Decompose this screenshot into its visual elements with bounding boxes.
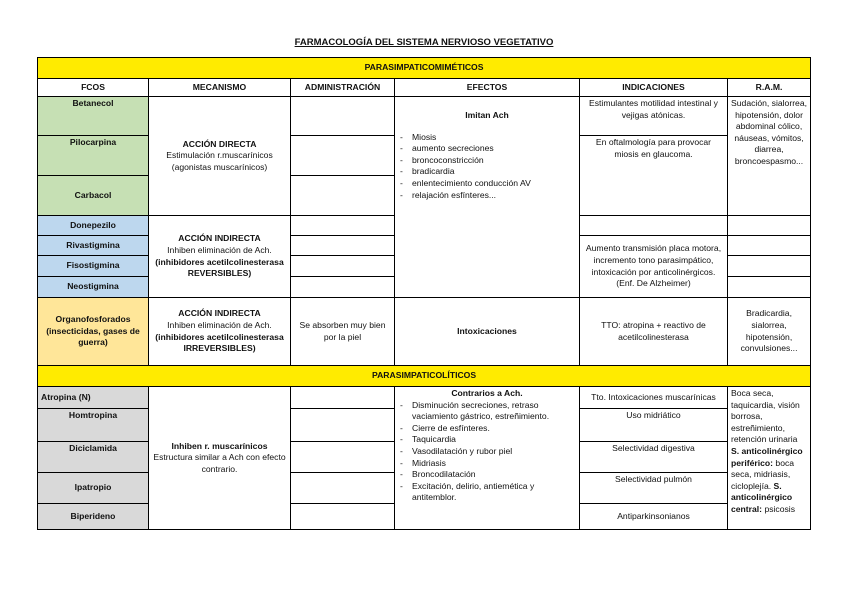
efectos-liticos-list bbox=[398, 400, 576, 504]
indicacion-indirectos-text: Aumento transmisión placa motora, incremento tono parasimpático, intoxicación por anticolinérgicos. bbox=[585, 243, 722, 277]
drug-ipatropio: Ipatropio bbox=[38, 473, 149, 504]
list-item: - Disminución secreciones, retraso vaciamiento gástrico, estreñimiento. bbox=[412, 400, 576, 423]
mecanismo-indirecta2-title: ACCIÓN INDIRECTA bbox=[178, 308, 261, 319]
mecanismo-indirecta1-title: ACCIÓN INDIRECTA bbox=[178, 233, 261, 244]
list-item: - enlentecimiento conducción AV bbox=[412, 178, 576, 190]
drug-organofosforados: Organofosforados (insecticidas, gases de guerra) bbox=[38, 298, 149, 366]
header-fcos: FCOS bbox=[38, 79, 149, 97]
list-item: - broncoconstricción bbox=[412, 155, 576, 167]
efectos-liticos bbox=[395, 387, 580, 530]
indicacion-indirectos bbox=[580, 236, 728, 298]
pharmacology-table bbox=[37, 57, 811, 530]
ram-central-label: S. anticolinérgico central: bbox=[731, 480, 793, 514]
table-row bbox=[38, 387, 811, 409]
mecanismo-indirecta2-body: Inhiben eliminación de Ach. bbox=[167, 319, 272, 330]
section-header-row bbox=[38, 58, 811, 79]
ram-mimeticos: Sudación, sialorrea, hipotensión, dolor abdominal cólico, náuseas, vómitos, diarrea, broncoespasmo... bbox=[728, 97, 811, 216]
ram-cell bbox=[728, 216, 811, 236]
ram-liticos-intro: Boca seca, taquicardia, visión borrosa, estreñimiento, retención urinaria bbox=[731, 388, 800, 445]
ram-cell bbox=[728, 256, 811, 277]
drug-pilocarpina: Pilocarpina bbox=[38, 136, 149, 176]
list-item: - Vasodilatación y rubor piel bbox=[412, 446, 576, 458]
admin-cell bbox=[291, 256, 395, 277]
list-item: - Excitación, delirio, antiemética y antitemblor. bbox=[412, 481, 576, 504]
section-header-row bbox=[38, 366, 811, 387]
header-indicaciones: INDICACIONES bbox=[580, 79, 728, 97]
indicacion-donepezilo bbox=[580, 216, 728, 236]
mecanismo-directa bbox=[149, 97, 291, 216]
mecanismo-indirecta-reversible: ACCIÓN INDIRECTA Inhiben eliminación de Ach. (inhibidores acetilcolinesterasa REVERSIBLES) bbox=[149, 216, 291, 298]
efectos-mimeticos bbox=[395, 97, 580, 298]
indicacion-pilocarpina: En oftalmología para provocar miosis en glaucoma. bbox=[580, 136, 728, 216]
indicacion-betanecol: Estimulantes motilidad intestinal y vejigas atónicas. bbox=[580, 97, 728, 136]
admin-cell bbox=[291, 277, 395, 298]
efectos-mimeticos-list bbox=[398, 132, 576, 202]
drug-atropina: Atropina (N) bbox=[38, 387, 149, 409]
list-item: - bradicardia bbox=[412, 166, 576, 178]
admin-cell bbox=[291, 176, 395, 216]
admin-cell bbox=[291, 409, 395, 442]
drug-betanecol: Betanecol bbox=[38, 97, 149, 136]
section-parasimpaticoliticos: PARASIMPATICOLÍTICOS bbox=[38, 366, 811, 387]
ram-cell bbox=[728, 236, 811, 256]
admin-cell bbox=[291, 136, 395, 176]
drug-neostigmina: Neostigmina bbox=[38, 277, 149, 298]
indicacion-biperideno: Antiparkinsonianos bbox=[580, 504, 728, 530]
admin-organofosforados: Se absorben muy bien por la piel bbox=[291, 298, 395, 366]
header-administracion: ADMINISTRACIÓN bbox=[291, 79, 395, 97]
drug-diciclamida: Diciclamida bbox=[38, 442, 149, 473]
drug-biperideno: Biperideno bbox=[38, 504, 149, 530]
mecanismo-indirecta1-bold: REVERSIBLES bbox=[187, 268, 249, 279]
mecanismo-liticos-title: Inhiben r. muscarínicos bbox=[171, 440, 268, 451]
table-row bbox=[38, 97, 811, 136]
ram-central-text: psicosis bbox=[764, 503, 796, 514]
table-row bbox=[38, 298, 811, 366]
column-header-row bbox=[38, 79, 811, 97]
ram-liticos bbox=[728, 387, 811, 530]
mecanismo-indirecta-irreversible: ACCIÓN INDIRECTA Inhiben eliminación de Ach. (inhibidores acetilcolinesterasa IRREVERSIBLES) bbox=[149, 298, 291, 366]
list-item: - Midriasis bbox=[412, 458, 576, 470]
mecanismo-directa-title: ACCIÓN DIRECTA bbox=[182, 138, 257, 149]
mecanismo-indirecta2-bold: IRREVERSIBLES bbox=[183, 343, 253, 354]
admin-cell bbox=[291, 442, 395, 473]
ram-periferico-label: S. anticolinérgico periférico: bbox=[731, 445, 803, 468]
list-item: - relajación esfínteres... bbox=[412, 190, 576, 202]
list-item: - Cierre de esfínteres. bbox=[412, 423, 576, 435]
indicacion-homtropina: Uso midriático bbox=[580, 409, 728, 442]
section-parasimpaticomimeticos: PARASIMPATICOMIMÉTICOS bbox=[38, 58, 811, 79]
admin-cell bbox=[291, 97, 395, 136]
efectos-mimeticos-title: Imitan Ach bbox=[465, 110, 509, 120]
mecanismo-indirecta1-body: Inhiben eliminación de Ach. bbox=[167, 244, 272, 255]
admin-cell bbox=[291, 387, 395, 409]
drug-homtropina: Homtropina bbox=[38, 409, 149, 442]
admin-cell bbox=[291, 473, 395, 504]
drug-rivastigmina: Rivastigmina bbox=[38, 236, 149, 256]
list-item: - aumento secreciones bbox=[412, 143, 576, 155]
mecanismo-liticos-body: Estructura similar a Ach con efecto contrario. bbox=[153, 452, 286, 474]
list-item: - Miosis bbox=[412, 132, 576, 144]
efectos-liticos-title: Contrarios a Ach. bbox=[451, 388, 523, 398]
header-efectos: EFECTOS bbox=[395, 79, 580, 97]
indicacion-organofosforados: TTO: atropina + reactivo de acetilcolinesterasa bbox=[580, 298, 728, 366]
ram-cell bbox=[728, 277, 811, 298]
drug-fisostigmina: Fisostigmina bbox=[38, 256, 149, 277]
indicacion-diciclamida: Selectividad digestiva bbox=[580, 442, 728, 473]
header-ram: R.A.M. bbox=[728, 79, 811, 97]
drug-donepezilo: Donepezilo bbox=[38, 216, 149, 236]
admin-cell bbox=[291, 236, 395, 256]
page-title: FARMACOLOGÍA DEL SISTEMA NERVIOSO VEGETATIVO bbox=[294, 37, 554, 48]
indicacion-atropina: Tto. Intoxicaciones muscarínicas bbox=[580, 387, 728, 409]
ram-periferico-text: boca seca, midriasis, cicloplejía. bbox=[731, 457, 795, 491]
admin-cell bbox=[291, 216, 395, 236]
mecanismo-indirecta1-sub: (inhibidores acetilcolinesterasa bbox=[155, 256, 284, 267]
mecanismo-indirecta2-sub: (inhibidores acetilcolinesterasa bbox=[155, 331, 284, 342]
mecanismo-liticos bbox=[149, 387, 291, 530]
efectos-organofosforados: Intoxicaciones bbox=[395, 298, 580, 366]
indicacion-indirectos-extra: (Enf. De Alzheimer) bbox=[616, 278, 691, 289]
ram-organofosforados: Bradicardia, sialorrea, hipotensión, convulsiones... bbox=[728, 298, 811, 366]
list-item: - Broncodilatación bbox=[412, 469, 576, 481]
header-mecanismo: MECANISMO bbox=[149, 79, 291, 97]
list-item: - Taquicardia bbox=[412, 434, 576, 446]
admin-cell bbox=[291, 504, 395, 530]
indicacion-ipatropio: Selectividad pulmón bbox=[580, 473, 728, 504]
drug-carbacol: Carbacol bbox=[38, 176, 149, 216]
mecanismo-directa-body: Estimulación r.muscarínicos (agonistas muscarínicos) bbox=[166, 150, 273, 172]
